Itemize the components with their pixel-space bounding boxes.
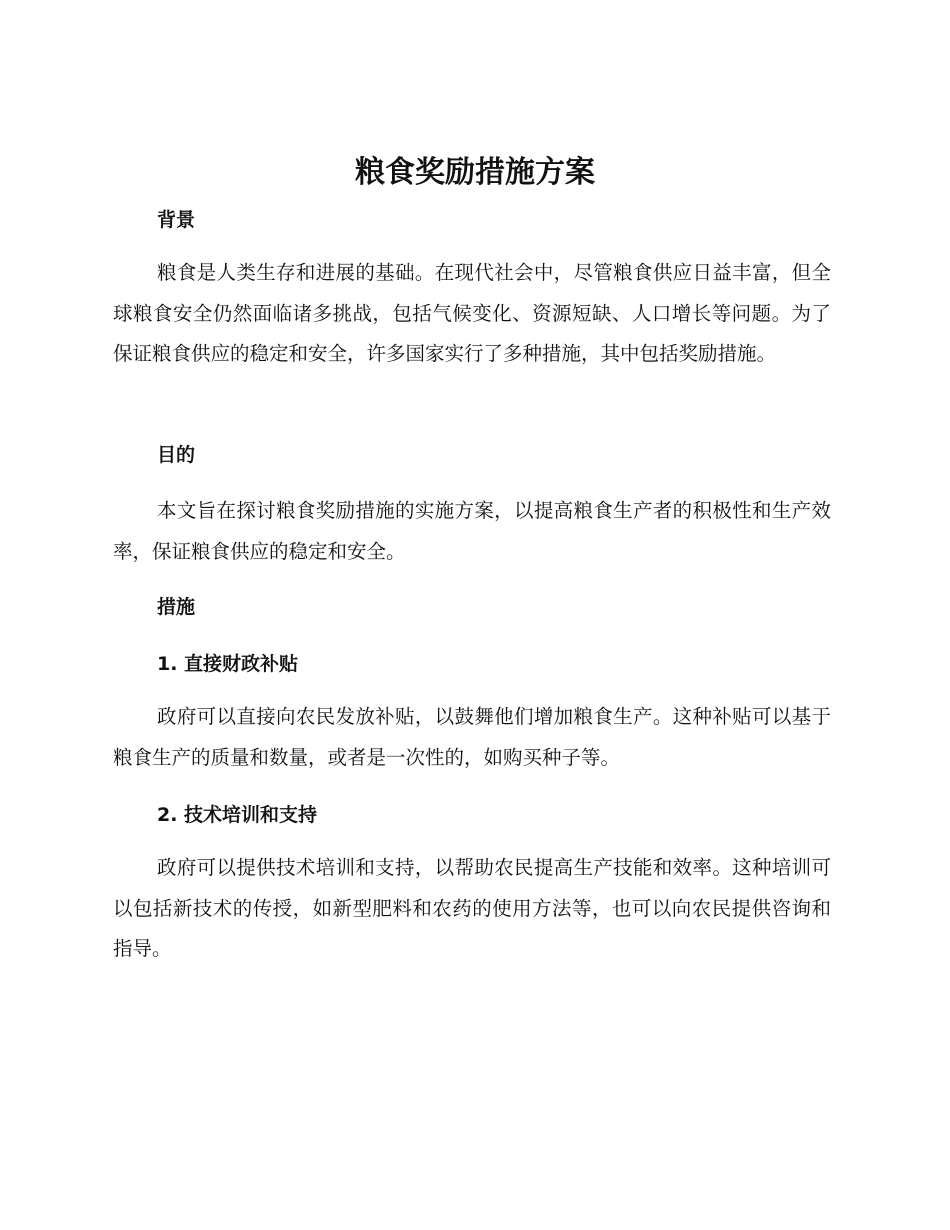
document-title: 粮食奖励措施方案 — [355, 155, 595, 190]
subsection-heading-technical-training: 2. 技术培训和支持 — [157, 804, 318, 826]
section-heading-measures: 措施 — [157, 596, 196, 618]
subsection-heading-financial-subsidy: 1. 直接财政补贴 — [157, 653, 299, 675]
paragraph-technical-training: 政府可以提供技术培训和支持，以帮助农民提高生产技能和效率。这种培训可以包括新技术的传授，如新型肥料和农药的使用方法等，也可以向农民提供咨询和指导。 — [113, 856, 831, 960]
paragraph-purpose: 本文旨在探讨粮食奖励措施的实施方案，以提高粮食生产者的积极性和生产效率，保证粮食供应的稳定和安全。 — [113, 499, 831, 563]
section-heading-background: 背景 — [157, 209, 196, 231]
paragraph-background: 粮食是人类生存和进展的基础。在现代社会中，尽管粮食供应日益丰富，但全球粮食安全仍然面临诸多挑战，包括气候变化、资源短缺、人口增长等问题。为了保证粮食供应的稳定和安全，许多国家实行了多种措施，其中包括奖励措施。 — [113, 261, 831, 365]
section-heading-purpose: 目的 — [157, 444, 196, 466]
paragraph-financial-subsidy: 政府可以直接向农民发放补贴，以鼓舞他们增加粮食生产。这种补贴可以基于粮食生产的质量和数量，或者是一次性的，如购买种子等。 — [113, 705, 831, 769]
